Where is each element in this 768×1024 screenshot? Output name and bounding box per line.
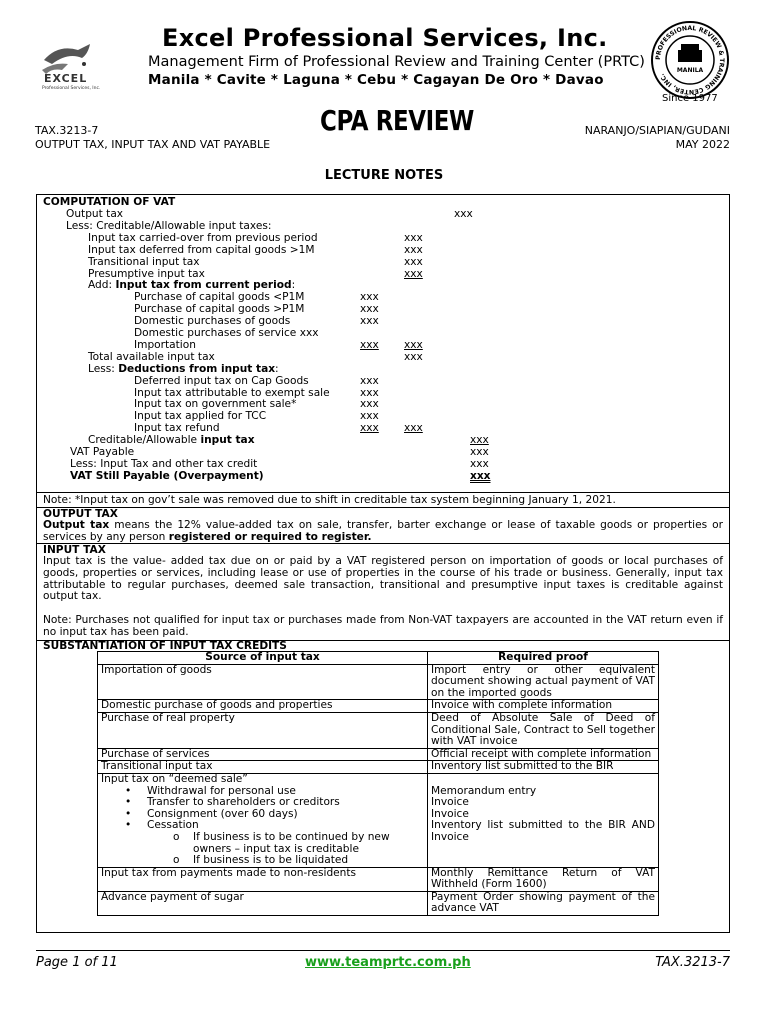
computation-title: COMPUTATION OF VAT	[43, 196, 176, 208]
table-row	[98, 761, 659, 774]
proof-cell: Official receipt with complete information	[428, 748, 659, 761]
seal-ring-text: PROFESSIONAL REVIEW & TRAINING CENTER, INC.	[654, 24, 726, 96]
computation-line: Creditable/Allowable input tax	[88, 434, 255, 447]
table-row	[98, 891, 659, 915]
cpa-review-banner: CPA REVIEW	[320, 104, 474, 137]
computation-amount: xxx	[360, 386, 379, 399]
company-title: Excel Professional Services, Inc.	[162, 24, 608, 52]
input-tax-title: INPUT TAX	[43, 544, 106, 556]
table-row	[98, 867, 659, 891]
output-tax-emphasis: registered or required to register.	[168, 530, 372, 543]
proof-line: Inventory list submitted to the BIR AND Invoice	[431, 819, 655, 843]
proof-cell: Import entry or other equivalent document showing actual payment of VAT on the imported goods	[428, 664, 659, 700]
computation-line: Transitional input tax	[88, 255, 200, 268]
source-cell: Purchase of real property	[98, 712, 428, 748]
computation-line: Less: Creditable/Allowable input taxes:	[66, 219, 272, 232]
substantiation-table	[97, 651, 659, 916]
seal-graphic	[650, 20, 730, 100]
computation-amount: xxx	[454, 208, 473, 220]
since-year: Since 1977	[662, 93, 718, 104]
table-row-deemed-sale	[98, 773, 659, 867]
output-tax-definition	[43, 520, 723, 544]
computation-line: Input tax attributable to exempt sale	[134, 386, 330, 399]
sub-list-item: o If business is to be liquidated	[173, 854, 349, 867]
company-locations: Manila * Cavite * Laguna * Cebu * Cagayan De Oro * Davao	[148, 72, 604, 88]
circle-bullet-icon: o	[173, 830, 180, 843]
computation-line: Domestic purchases of service xxx	[134, 327, 319, 339]
prtc-seal	[650, 20, 730, 100]
computation-amount: xxx	[404, 422, 423, 435]
deemed-sale-label: Input tax on “deemed sale”	[101, 772, 248, 785]
excel-logo	[38, 40, 101, 98]
deemed-sale-list	[101, 786, 424, 832]
bullet-icon: •	[125, 819, 132, 832]
computation-amount: xxx	[360, 315, 379, 328]
footer-code: TAX.3213-7	[655, 955, 730, 970]
list-item: • Transfer to shareholders or creditors	[125, 796, 340, 809]
computation-line: Importation	[134, 338, 196, 351]
input-tax-definition: Input tax is the value- added tax due on or paid by a VAT registered person on importation of goods or local purchases of goods, properties or services, including lease or use of properties in the course of his trade or business. Generally, input tax attributable to regular purchases, deemed sale transaction, transitional and presumptive input taxes is creditable against output tax.	[43, 555, 723, 603]
computation-amount: xxx	[404, 243, 423, 256]
computation-line: Input tax refund	[134, 422, 220, 435]
output-tax-term: Output tax	[43, 519, 110, 531]
source-column-header: Source of input tax	[98, 652, 428, 665]
proof-line: Invoice	[431, 796, 469, 809]
computation-line: Input tax carried-over from previous period	[88, 231, 318, 244]
source-cell: Domestic purchase of goods and properties	[98, 700, 428, 713]
computation-line: Input tax applied for TCC	[134, 410, 267, 423]
source-cell: Purchase of services	[98, 748, 428, 761]
computation-line: Add: Input tax from current period:	[88, 279, 296, 292]
computation-line: Total available input tax	[88, 350, 215, 363]
computation-note: Note: *Input tax on gov’t sale was removed due to shift in creditable tax system beginning January 1, 2021.	[43, 494, 616, 506]
authors: NARANJO/SIAPIAN/GUDANI	[584, 124, 730, 137]
computation-amount: xxx	[404, 267, 423, 280]
proof-column-header: Required proof	[428, 652, 659, 665]
website-link[interactable]: www.teamprtc.com.ph	[305, 955, 471, 970]
handout-topic: OUTPUT TAX, INPUT TAX AND VAT PAYABLE	[35, 138, 271, 151]
footer-rule	[36, 950, 730, 951]
seal-city: MANILA	[676, 67, 704, 74]
list-item: • Cessation	[125, 819, 199, 832]
proof-cell: Payment Order showing payment of the advance VAT	[428, 891, 659, 915]
bullet-icon: •	[125, 807, 132, 820]
table-row	[98, 712, 659, 748]
source-cell: Input tax from payments made to non-residents	[98, 867, 428, 891]
computation-amount: xxx	[360, 291, 379, 304]
proof-line: Invoice	[431, 807, 469, 820]
proof-cell: Inventory list submitted to the BIR	[428, 761, 659, 774]
lecture-notes-heading: LECTURE NOTES	[324, 168, 444, 183]
source-cell	[98, 773, 428, 867]
logo-subtext: Professional Services, Inc.	[42, 86, 101, 91]
table-row	[98, 748, 659, 761]
computation-amount: xxx	[360, 303, 379, 316]
computation-line: Domestic purchases of goods	[134, 315, 291, 328]
circle-bullet-icon: o	[173, 854, 180, 867]
computation-amount: xxx	[404, 231, 423, 244]
proof-cell: Invoice with complete information	[428, 700, 659, 713]
source-cell: Transitional input tax	[98, 761, 428, 774]
proof-cell	[428, 773, 659, 867]
logo-text: EXCEL	[44, 72, 88, 85]
bullet-icon: •	[125, 784, 132, 797]
table-header-row	[98, 652, 659, 665]
proof-cell: Monthly Remittance Return of VAT Withheld (Form 1600)	[428, 867, 659, 891]
bullet-icon: •	[125, 796, 132, 809]
handout-code: TAX.3213-7	[35, 124, 99, 137]
computation-amount: xxx	[470, 469, 491, 482]
source-cell: Advance payment of sugar	[98, 891, 428, 915]
sub-list-item: o If business is to be continued by new owners – input tax is creditable	[173, 830, 390, 855]
computation-amount: xxx	[360, 374, 379, 387]
proof-line: Memorandum entry	[431, 784, 537, 797]
computation-line: Output tax	[66, 208, 124, 220]
computation-line: Less: Deductions from input tax:	[88, 362, 279, 375]
table-row	[98, 700, 659, 713]
company-subtitle: Management Firm of Professional Review and Training Center (PRTC)	[148, 54, 645, 70]
substantiation-title: SUBSTANTIATION OF INPUT TAX CREDITS	[43, 640, 287, 652]
source-cell: Importation of goods	[98, 664, 428, 700]
computation-line: VAT Still Payable (Overpayment)	[70, 469, 264, 482]
page-number: Page 1 of 11	[36, 955, 118, 970]
computation-amount: xxx	[404, 350, 423, 363]
computation-amount: xxx	[404, 255, 423, 268]
computation-amount: xxx	[360, 398, 379, 411]
computation-amount: xxx	[470, 434, 489, 447]
list-item: • Withdrawal for personal use	[125, 784, 296, 797]
table-row	[98, 664, 659, 700]
computation-line: Less: Input Tax and other tax credit	[70, 457, 258, 470]
computation-amount: xxx	[470, 446, 489, 458]
computation-amount: xxx	[360, 338, 379, 351]
computation-line: Purchase of capital goods >P1M	[134, 303, 305, 316]
computation-line: Input tax deferred from capital goods >1M	[88, 243, 315, 256]
computation-line: VAT Payable	[70, 446, 135, 458]
handout-date: MAY 2022	[675, 138, 730, 151]
computation-line: Purchase of capital goods <P1M	[134, 291, 305, 304]
input-tax-note: Note: Purchases not qualified for input tax or purchases made from Non-VAT taxpayers are accounted in the VAT return even if no input tax has been paid.	[43, 614, 723, 638]
computation-line: Presumptive input tax	[88, 267, 205, 280]
output-tax-body: means the 12% value-added tax on sale, transfer, barter exchange or lease of taxable goods or properties or services by any person	[43, 519, 723, 543]
output-tax-title: OUTPUT TAX	[43, 508, 118, 520]
computation-line: Deferred input tax on Cap Goods	[134, 374, 309, 387]
computation-amount: xxx	[360, 410, 379, 423]
list-item: • Consignment (over 60 days)	[125, 807, 298, 820]
computation-amount: xxx	[360, 422, 379, 435]
computation-amount: xxx	[470, 457, 489, 470]
proof-cell: Deed of Absolute Sale of Deed of Conditional Sale, Contract to Sell together with VAT invoice	[428, 712, 659, 748]
computation-line: Input tax on government sale*	[134, 398, 297, 411]
computation-amount: xxx	[404, 338, 423, 351]
